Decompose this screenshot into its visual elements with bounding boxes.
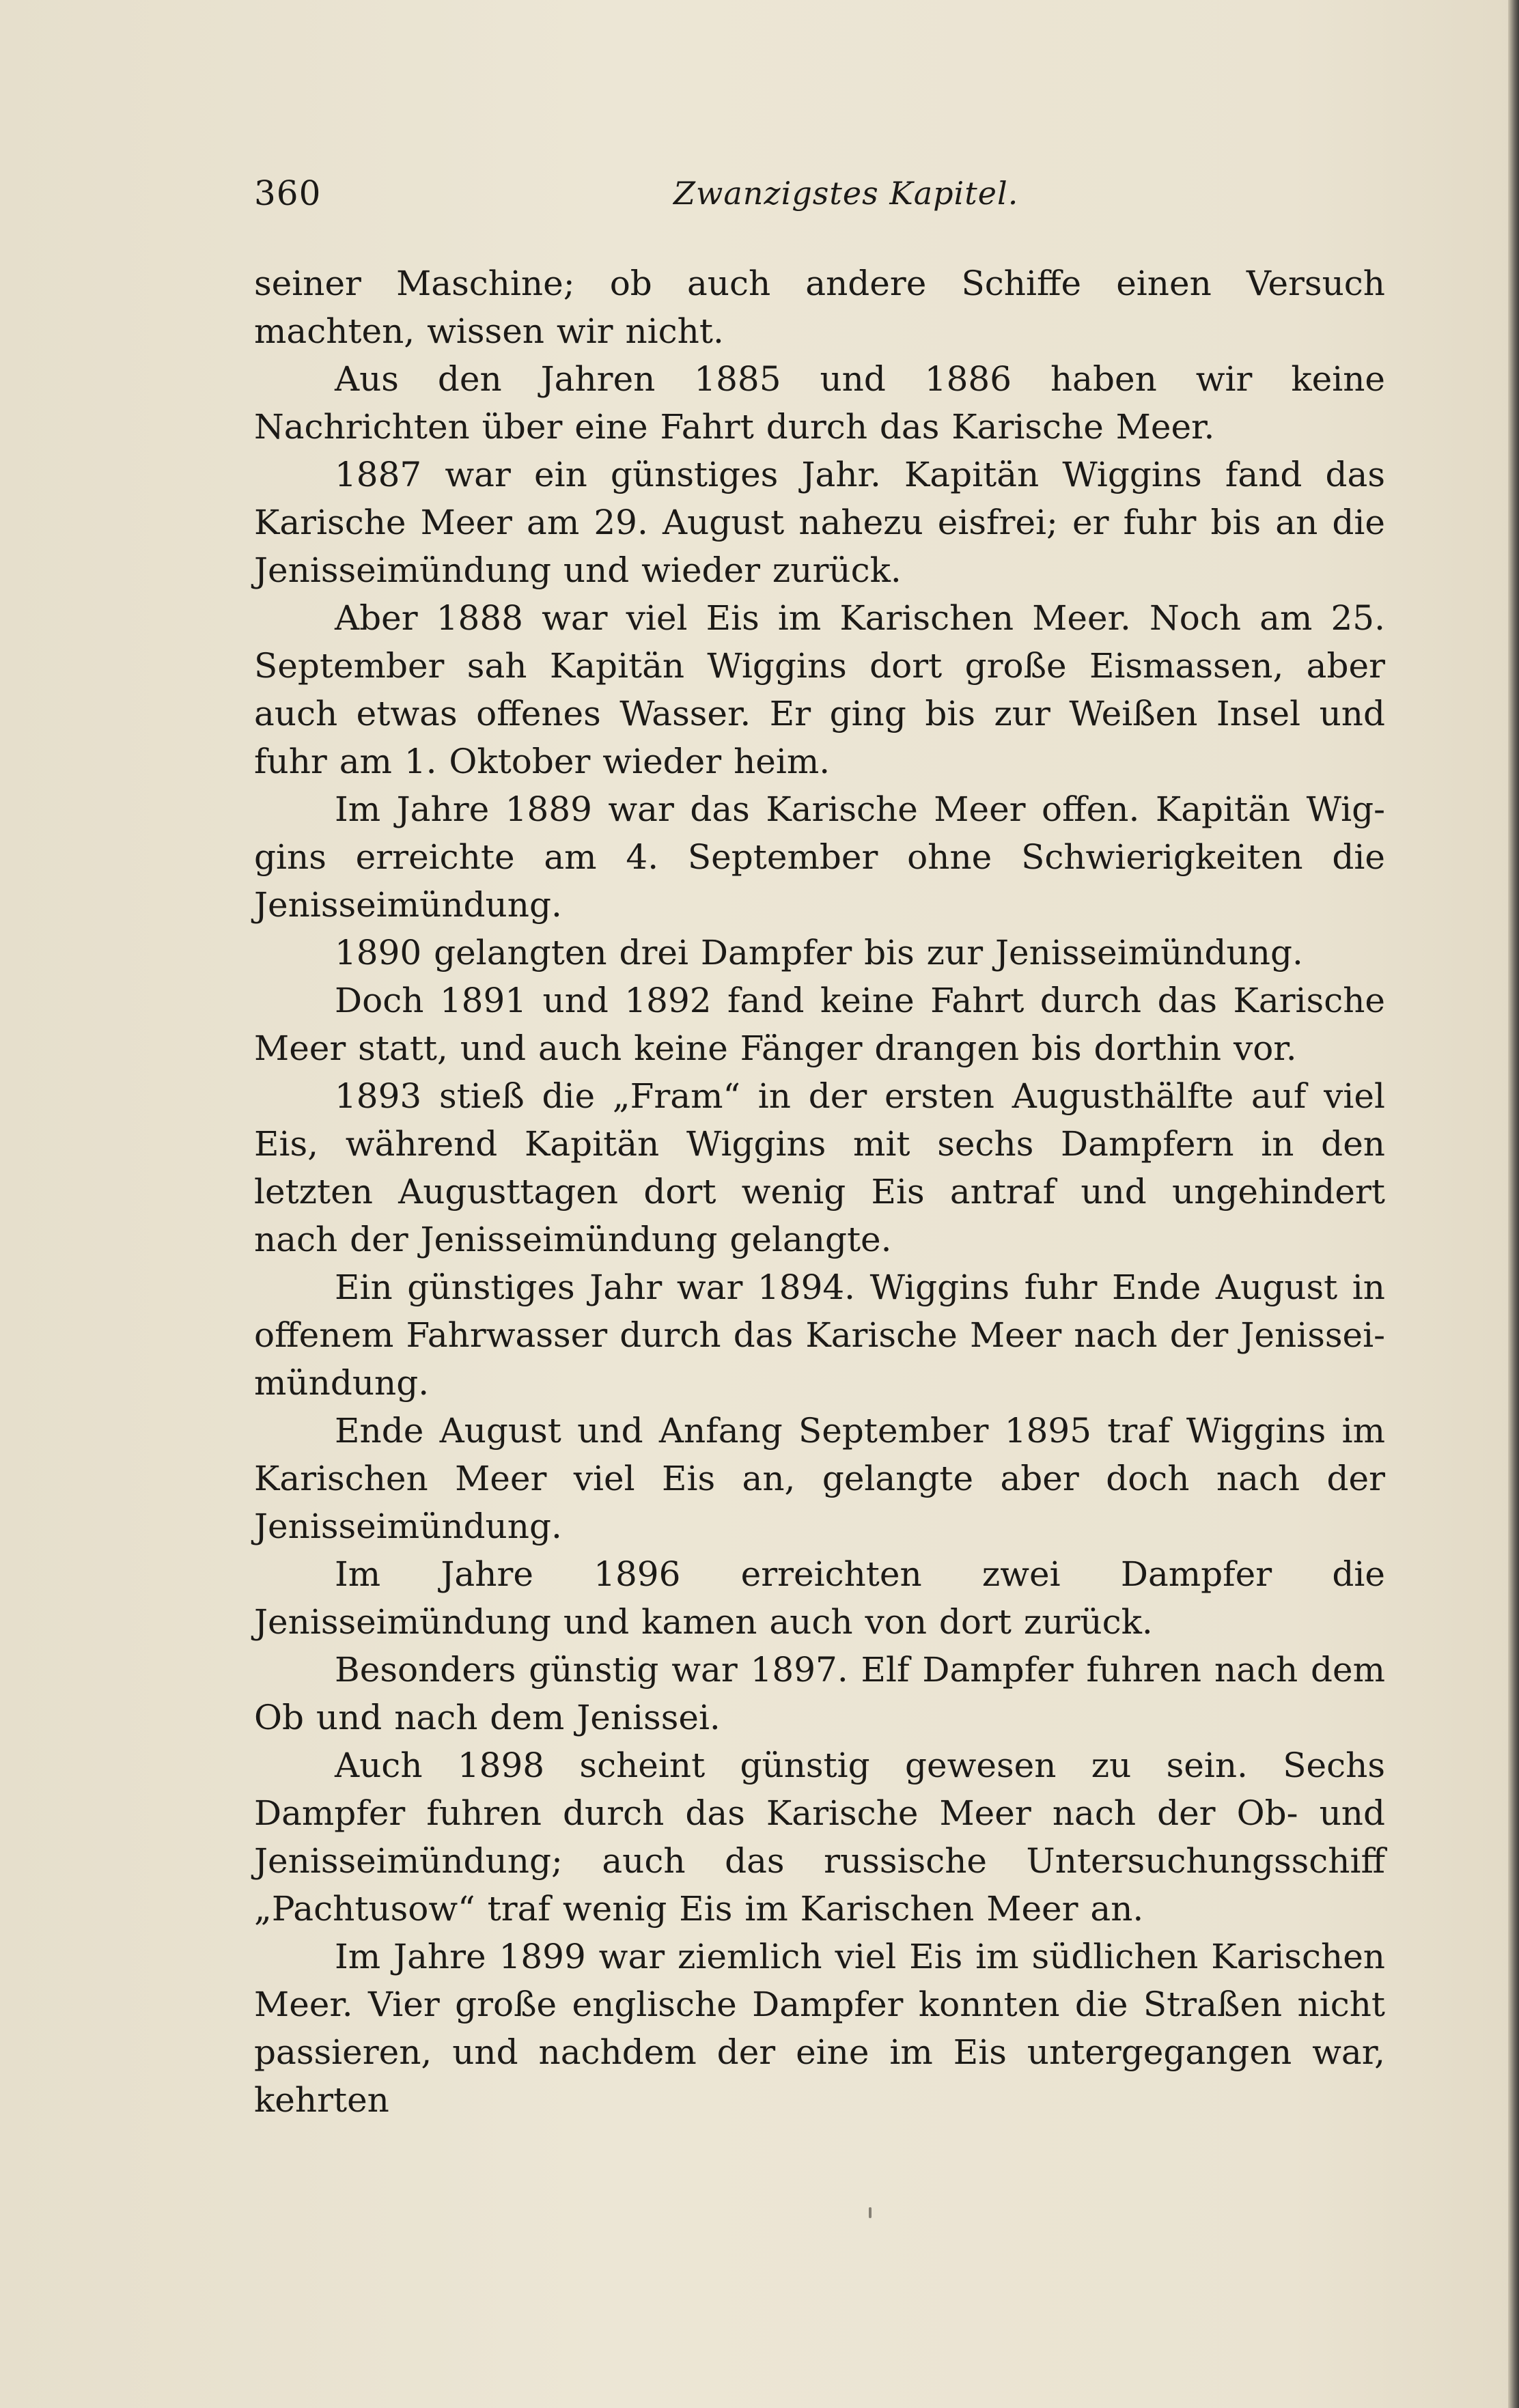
body-text xyxy=(254,260,1385,2124)
paragraph: 1887 war ein günstiges Jahr. Kapitän Wiggins fand das Karische Meer am 29. August nahezu eisfrei; er fuhr bis an die Jenisseimündung und wieder zurück. xyxy=(254,455,1385,590)
paragraph: Im Jahre 1899 war ziemlich viel Eis im südlichen Karischen Meer. Vier große englische Dampfer konnten die Straßen nicht passieren, und nachdem der eine im Eis untergegangen war, kehrten xyxy=(254,1937,1385,2120)
paragraph: Ein günstiges Jahr war 1894. Wiggins fuhr Ende August in offenem Fahrwasser durch das Karische Meer nach der Jenisseimündung. xyxy=(254,1268,1385,1403)
paragraph: seiner Maschine; ob auch andere Schiffe einen Versuch machten, wissen wir nicht. xyxy=(254,264,1385,351)
paragraph: 1893 stieß die „Fram“ in der ersten Augusthälfte auf viel Eis, während Kapitän Wiggins mit sechs Dampfern in den letzten Augusttagen dort wenig Eis antraf und ungehindert nach der Jenisseimündung gelangte. xyxy=(254,1076,1385,1259)
page-number: 360 xyxy=(254,173,322,213)
paragraph: Im Jahre 1896 erreichten zwei Dampfer die Jenisseimündung und kamen auch von dort zurück. xyxy=(254,1554,1385,1642)
chapter-title: Zwanzigstes Kapitel. xyxy=(673,175,1019,212)
paragraph: Besonders günstig war 1897. Elf Dampfer fuhren nach dem Ob und nach dem Jenissei. xyxy=(254,1650,1385,1737)
paragraph: Aber 1888 war viel Eis im Karischen Meer. Noch am 25. September sah Kapitän Wiggins dort große Eismassen, aber auch etwas offenes Wasser. Er ging bis zur Weißen Insel und fuhr am 1. Oktober wieder heim. xyxy=(254,598,1385,781)
paragraph: Aus den Jahren 1885 und 1886 haben wir keine Nachrichten über eine Fahrt durch das Karische Meer. xyxy=(254,359,1385,447)
paragraph: Doch 1891 und 1892 fand keine Fahrt durch das Karische Meer statt, und auch keine Fänger drangen bis dorthin vor. xyxy=(254,981,1385,1068)
page-edge-shadow xyxy=(1508,0,1519,2408)
paragraph: Auch 1898 scheint günstig gewesen zu sein. Sechs Dampfer fuhren durch das Karische Meer nach der Ob- und Jenisseimündung; auch das russische Untersuchungsschiff „Pachtusow“ traf wenig Eis im Karischen Meer an. xyxy=(254,1746,1385,1929)
paragraph: 1890 gelangten drei Dampfer bis zur Jenisseimündung. xyxy=(335,933,1303,972)
paragraph: Im Jahre 1889 war das Karische Meer offen. Kapitän Wiggins erreichte am 4. September ohne Schwierigkeiten die Jenisseimündung. xyxy=(254,789,1385,925)
paragraph: Ende August und Anfang September 1895 traf Wiggins im Karischen Meer viel Eis an, gelangte aber doch nach der Jenisseimündung. xyxy=(254,1411,1385,1546)
paper-speck xyxy=(869,2207,872,2218)
running-head xyxy=(254,169,1385,217)
